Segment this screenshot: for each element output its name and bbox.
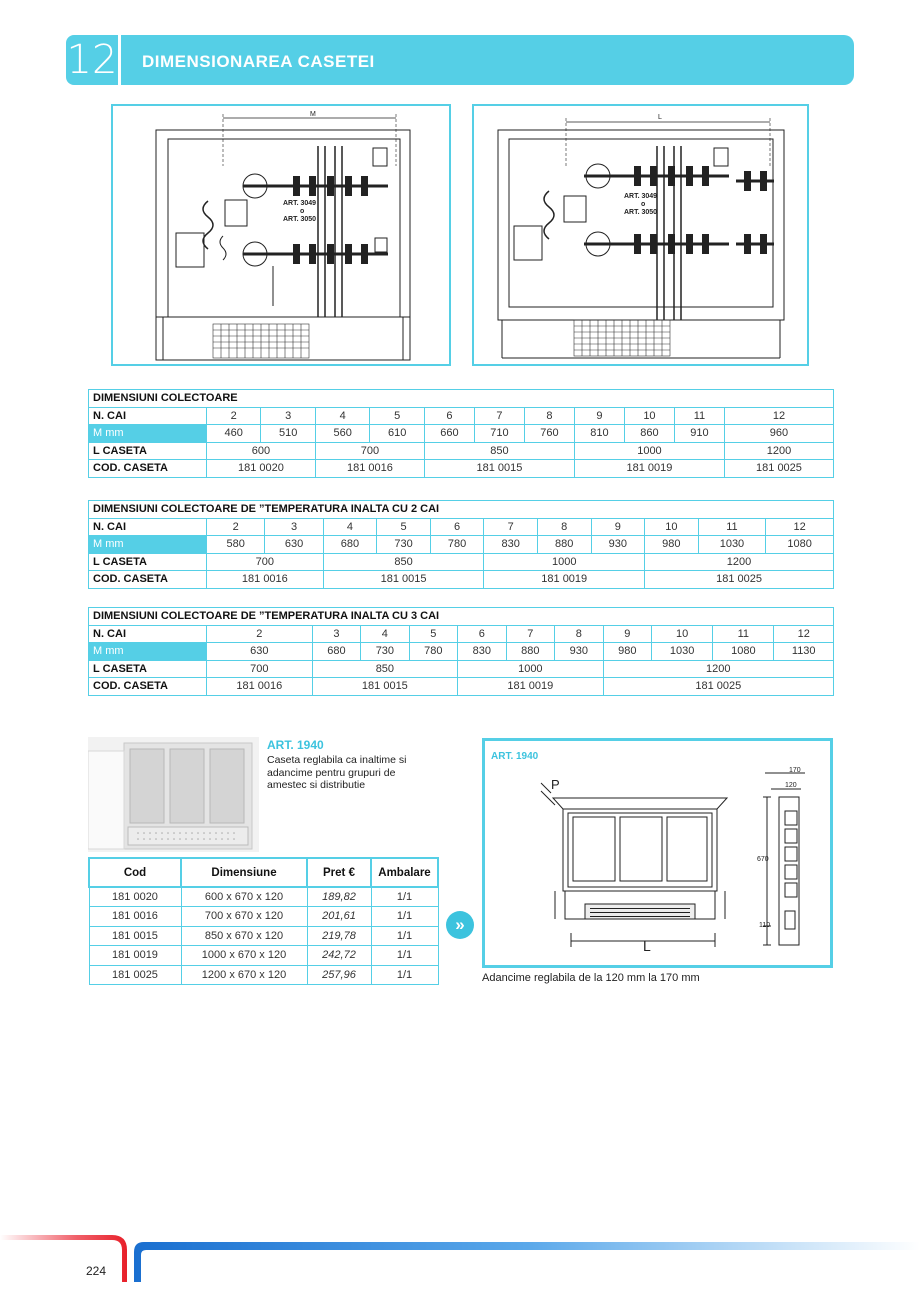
n-cai-cell: 3 [265, 518, 323, 536]
n-cai-cell: 7 [474, 407, 524, 425]
price-row [89, 887, 438, 907]
product-photo [88, 737, 259, 852]
m-mm-cell: 930 [591, 536, 645, 554]
m-mm-cell: 830 [484, 536, 538, 554]
n-cai-cell: 3 [312, 625, 360, 643]
diagram-left [111, 104, 451, 366]
table-title: DIMENSIUNI COLECTOARE DE ”TEMPERATURA INALTA CU 3 CAI [89, 608, 834, 626]
price-row [89, 926, 438, 946]
cod-caseta-cell: 181 0019 [574, 460, 724, 478]
row-label-n-cai: N. CAI [89, 518, 207, 536]
cod-caseta-cell: 181 0016 [207, 571, 324, 589]
table-title: DIMENSIUNI COLECTOARE DE ”TEMPERATURA INALTA CU 2 CAI [89, 501, 834, 519]
table-row [89, 425, 834, 443]
m-mm-cell: 810 [574, 425, 624, 443]
table-row [89, 571, 834, 589]
cod-caseta-cell: 181 0019 [484, 571, 645, 589]
m-mm-cell: 780 [409, 643, 457, 661]
cod-caseta-cell: 181 0016 [207, 678, 313, 696]
n-cai-cell: 9 [591, 518, 645, 536]
dimensions-table-3-cai [88, 607, 834, 696]
n-cai-cell: 9 [574, 407, 624, 425]
table-row [89, 536, 834, 554]
m-mm-cell: 730 [361, 643, 409, 661]
price-cod: 181 0020 [89, 887, 181, 907]
table-title: DIMENSIUNI COLECTOARE [89, 390, 834, 408]
row-label-l-caseta: L CASETA [89, 660, 207, 678]
n-cai-cell: 2 [207, 518, 265, 536]
drawing-art-title: ART. 1940 [491, 751, 539, 762]
m-mm-cell: 1080 [766, 536, 834, 554]
m-mm-cell: 930 [555, 643, 603, 661]
price-cod: 181 0019 [89, 946, 181, 966]
l-caseta-cell: 700 [315, 442, 424, 460]
m-mm-cell: 610 [370, 425, 424, 443]
n-cai-cell: 8 [537, 518, 591, 536]
art-label-1: ART. 3049 [624, 193, 658, 200]
table-title-row [89, 390, 834, 408]
cod-caseta-cell: 181 0020 [207, 460, 316, 478]
m-mm-cell: 960 [724, 425, 833, 443]
row-label-l-caseta: L CASETA [89, 553, 207, 571]
price-value: 201,61 [307, 907, 371, 927]
row-label-cod-caseta: COD. CASETA [89, 571, 207, 589]
price-ambalare: 1/1 [371, 965, 438, 985]
m-mm-cell: 1080 [713, 643, 774, 661]
dim-p-label: P [551, 777, 560, 792]
price-ambalare: 1/1 [371, 926, 438, 946]
diagram-right [472, 104, 809, 366]
price-dimensiune: 1000 x 670 x 120 [181, 946, 307, 966]
m-mm-cell: 680 [323, 536, 377, 554]
n-cai-cell: 9 [603, 625, 651, 643]
double-chevron-right-icon: » [446, 911, 474, 939]
row-label-m-mm: M mm [89, 643, 207, 661]
m-mm-cell: 860 [624, 425, 674, 443]
n-cai-cell: 6 [424, 407, 474, 425]
cod-caseta-cell: 181 0015 [323, 571, 484, 589]
cod-caseta-cell: 181 0015 [424, 460, 574, 478]
price-row [89, 965, 438, 985]
m-mm-cell: 660 [424, 425, 474, 443]
m-mm-cell: 560 [315, 425, 369, 443]
n-cai-cell: 12 [774, 625, 834, 643]
drawing-caption: Adancime reglabila de la 120 mm la 170 mm [482, 972, 700, 984]
n-cai-cell: 5 [370, 407, 424, 425]
m-mm-cell: 510 [261, 425, 315, 443]
page-title: DIMENSIONAREA CASETEI [121, 35, 854, 85]
product-art-title: ART. 1940 [267, 738, 324, 752]
m-mm-cell: 580 [207, 536, 265, 554]
price-cod: 181 0016 [89, 907, 181, 927]
price-header-cod: Cod [89, 858, 181, 887]
n-cai-cell: 6 [458, 625, 506, 643]
n-cai-cell: 10 [652, 625, 713, 643]
n-cai-cell: 10 [624, 407, 674, 425]
price-header-dimensiune: Dimensiune [181, 858, 307, 887]
price-ambalare: 1/1 [371, 946, 438, 966]
l-caseta-cell: 1000 [484, 553, 645, 571]
row-label-n-cai: N. CAI [89, 407, 207, 425]
dim-670: 670 [757, 856, 769, 863]
l-caseta-cell: 700 [207, 553, 324, 571]
table-row [89, 460, 834, 478]
table-row [89, 678, 834, 696]
table-row [89, 442, 834, 460]
table-title-row [89, 608, 834, 626]
price-row [89, 946, 438, 966]
row-label-cod-caseta: COD. CASETA [89, 460, 207, 478]
m-mm-cell: 910 [674, 425, 724, 443]
m-mm-cell: 830 [458, 643, 506, 661]
dimensions-table-2-cai [88, 500, 834, 589]
n-cai-cell: 5 [377, 518, 431, 536]
row-label-m-mm: M mm [89, 425, 207, 443]
cod-caseta-cell: 181 0025 [724, 460, 833, 478]
m-mm-cell: 680 [312, 643, 360, 661]
m-mm-cell: 980 [645, 536, 699, 554]
price-value: 189,82 [307, 887, 371, 907]
m-mm-cell: 880 [506, 643, 554, 661]
n-cai-cell: 7 [506, 625, 554, 643]
art-label-or: o [641, 201, 646, 208]
row-label-n-cai: N. CAI [89, 625, 207, 643]
m-mm-cell: 630 [265, 536, 323, 554]
n-cai-cell: 11 [698, 518, 766, 536]
l-caseta-cell: 1200 [645, 553, 834, 571]
row-label-l-caseta: L CASETA [89, 442, 207, 460]
m-mm-cell: 980 [603, 643, 651, 661]
l-caseta-cell: 1200 [724, 442, 833, 460]
dim-l-label: L [643, 938, 651, 954]
l-caseta-cell: 850 [312, 660, 457, 678]
l-caseta-cell: 850 [424, 442, 574, 460]
m-mm-cell: 460 [207, 425, 261, 443]
manifold-drawing-m [113, 106, 449, 364]
l-caseta-cell: 850 [323, 553, 484, 571]
price-row [89, 907, 438, 927]
n-cai-cell: 8 [555, 625, 603, 643]
cod-caseta-cell: 181 0025 [645, 571, 834, 589]
l-caseta-cell: 600 [207, 442, 316, 460]
price-value: 257,96 [307, 965, 371, 985]
table-row [89, 407, 834, 425]
n-cai-cell: 4 [323, 518, 377, 536]
art-label-2: ART. 3050 [624, 209, 658, 216]
art-label-2: ART. 3050 [283, 216, 317, 223]
price-dimensiune: 600 x 670 x 120 [181, 887, 307, 907]
price-header-pret: Pret € [307, 858, 371, 887]
price-dimensiune: 850 x 670 x 120 [181, 926, 307, 946]
table-row [89, 660, 834, 678]
l-caseta-cell: 1000 [574, 442, 724, 460]
table-row [89, 625, 834, 643]
n-cai-cell: 2 [207, 625, 313, 643]
m-mm-cell: 1030 [652, 643, 713, 661]
m-mm-cell: 880 [537, 536, 591, 554]
n-cai-cell: 12 [766, 518, 834, 536]
m-mm-cell: 630 [207, 643, 313, 661]
n-cai-cell: 11 [674, 407, 724, 425]
l-caseta-cell: 1000 [458, 660, 603, 678]
art-label-or: o [300, 208, 305, 215]
m-mm-cell: 780 [430, 536, 484, 554]
price-dimensiune: 700 x 670 x 120 [181, 907, 307, 927]
cod-caseta-cell: 181 0016 [315, 460, 424, 478]
product-description: Caseta reglabila ca inaltime si adancime pentru grupuri de amestec si distributie [267, 754, 407, 791]
n-cai-cell: 12 [724, 407, 833, 425]
n-cai-cell: 8 [524, 407, 574, 425]
price-table [88, 857, 439, 985]
dim-120: 120 [785, 782, 797, 789]
page-number: 224 [86, 1264, 107, 1278]
m-mm-cell: 730 [377, 536, 431, 554]
price-value: 242,72 [307, 946, 371, 966]
n-cai-cell: 2 [207, 407, 261, 425]
table-row [89, 518, 834, 536]
n-cai-cell: 5 [409, 625, 457, 643]
chapter-number: 12 [66, 37, 118, 83]
dim-l-label: L [658, 114, 662, 121]
price-cod: 181 0025 [89, 965, 181, 985]
n-cai-cell: 10 [645, 518, 699, 536]
l-caseta-cell: 700 [207, 660, 313, 678]
dim-m-label: M [310, 111, 316, 118]
price-cod: 181 0015 [89, 926, 181, 946]
dim-110: 110 [759, 922, 771, 929]
dimensions-table-standard [88, 389, 834, 478]
m-mm-cell: 710 [474, 425, 524, 443]
price-ambalare: 1/1 [371, 887, 438, 907]
row-label-m-mm: M mm [89, 536, 207, 554]
manifold-drawing-l [474, 106, 807, 364]
m-mm-cell: 760 [524, 425, 574, 443]
footer-bar [0, 1230, 920, 1286]
m-mm-cell: 1030 [698, 536, 766, 554]
table-title-row [89, 501, 834, 519]
n-cai-cell: 3 [261, 407, 315, 425]
n-cai-cell: 4 [361, 625, 409, 643]
cabinet-drawing [485, 741, 830, 965]
m-mm-cell: 1130 [774, 643, 834, 661]
price-header-ambalare: Ambalare [371, 858, 438, 887]
price-ambalare: 1/1 [371, 907, 438, 927]
dim-170: 170 [789, 767, 801, 774]
price-value: 219,78 [307, 926, 371, 946]
art-label-1: ART. 3049 [283, 200, 317, 207]
n-cai-cell: 7 [484, 518, 538, 536]
price-dimensiune: 1200 x 670 x 120 [181, 965, 307, 985]
n-cai-cell: 4 [315, 407, 369, 425]
l-caseta-cell: 1200 [603, 660, 833, 678]
table-row [89, 553, 834, 571]
table-row [89, 643, 834, 661]
cod-caseta-cell: 181 0019 [458, 678, 603, 696]
cod-caseta-cell: 181 0025 [603, 678, 833, 696]
n-cai-cell: 11 [713, 625, 774, 643]
cod-caseta-cell: 181 0015 [312, 678, 457, 696]
row-label-cod-caseta: COD. CASETA [89, 678, 207, 696]
n-cai-cell: 6 [430, 518, 484, 536]
